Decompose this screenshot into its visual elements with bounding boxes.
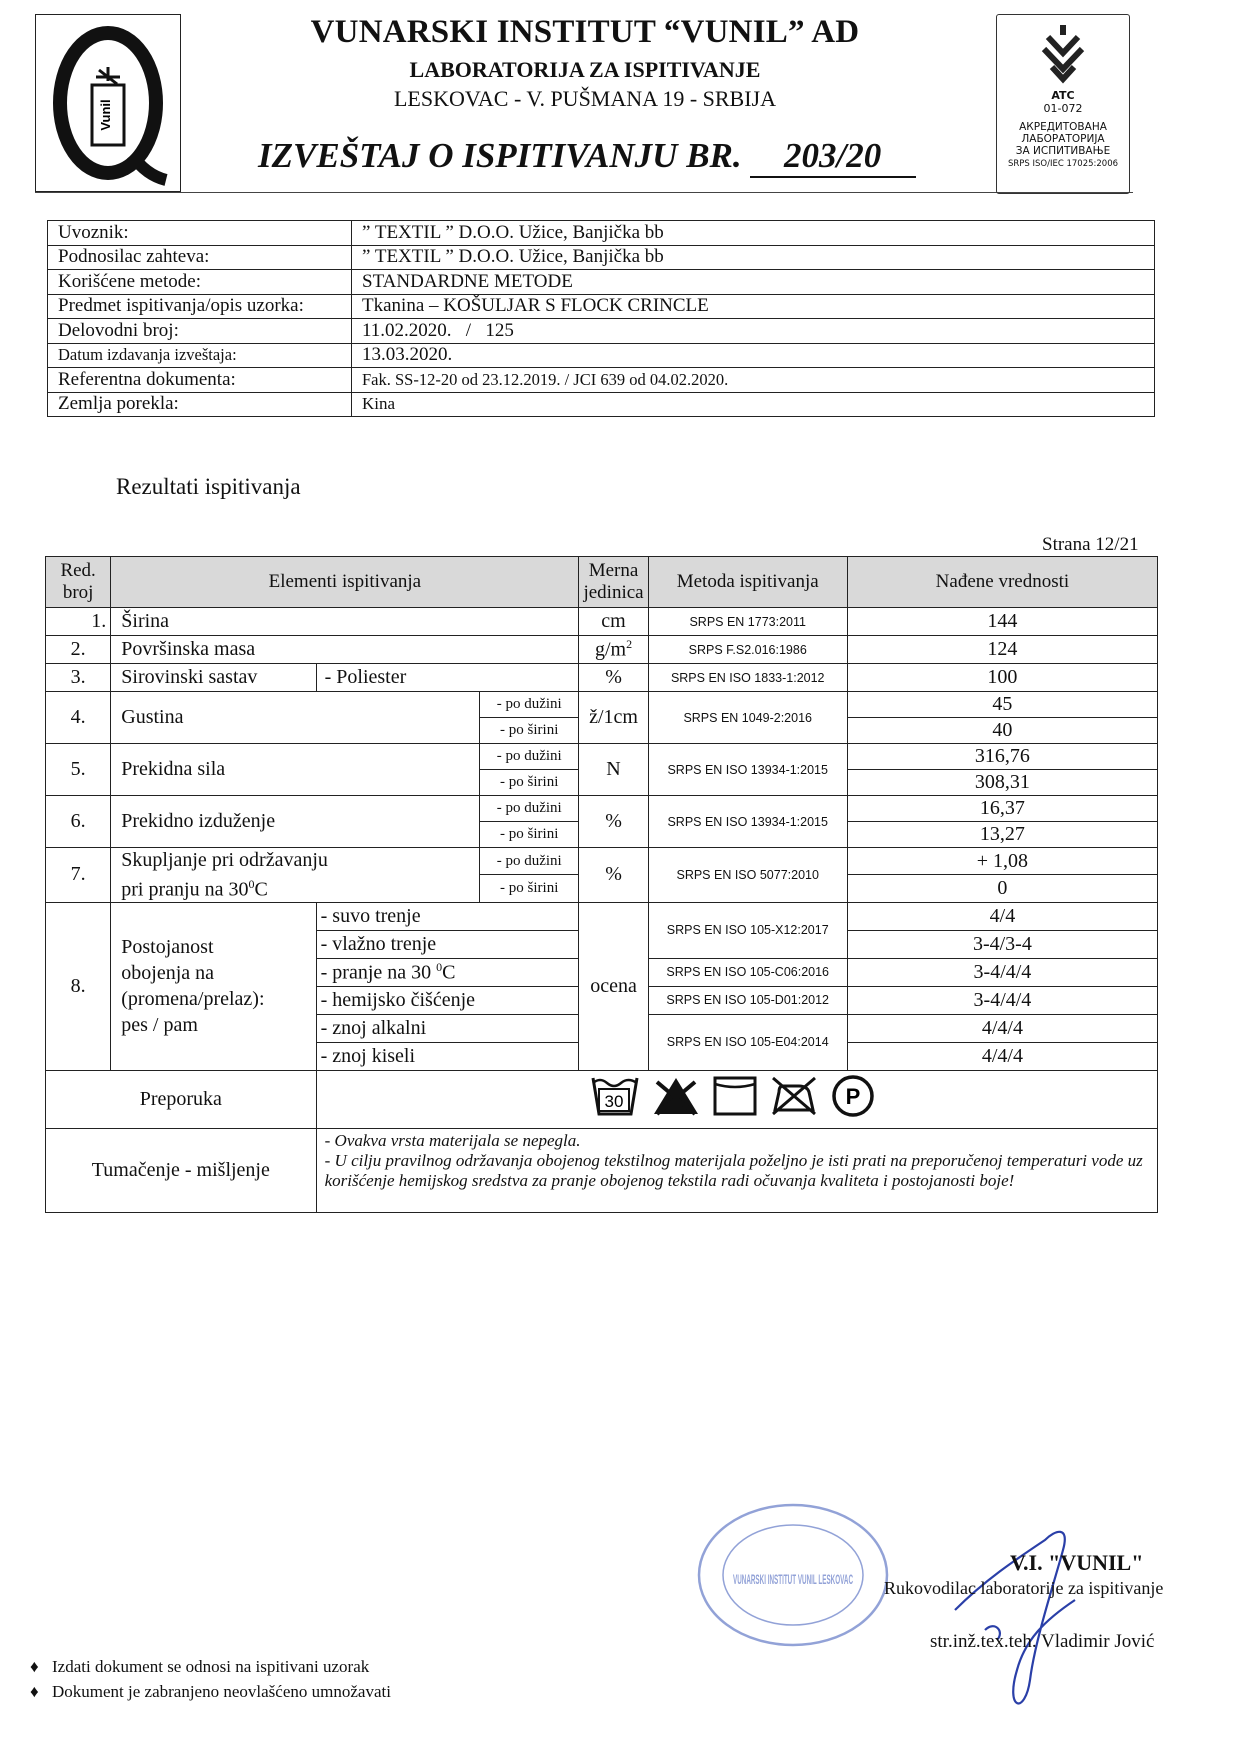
info-label: Korišćene metode: xyxy=(48,270,352,295)
row-element-line: Skupljanje pri održavanju xyxy=(121,849,328,871)
acc-line: АКРЕДИТОВАНА xyxy=(1019,121,1107,133)
lab-name: LABORATORIJA ZA ISPITIVANJE xyxy=(409,57,761,82)
svg-text:Vunil: Vunil xyxy=(98,99,113,131)
svg-text:P: P xyxy=(845,1084,860,1110)
row-element: Prekidno izduženje xyxy=(111,796,480,848)
row-element: Prekidna sila xyxy=(111,744,480,796)
row-no: 5. xyxy=(46,744,111,796)
atc-label: ATC xyxy=(1051,89,1075,102)
info-label: Datum izdavanja izveštaja: xyxy=(48,343,352,368)
info-label: Zemlja porekla: xyxy=(48,392,352,417)
col-header-unit: Merna jedinica xyxy=(579,557,648,608)
page-number: Strana 12/21 xyxy=(1042,534,1139,555)
care-symbols xyxy=(316,1070,1157,1128)
row-no: 3. xyxy=(46,664,111,692)
signatory-org: V.I. "VUNIL" xyxy=(1010,1550,1144,1575)
row-method: SRPS EN ISO 105-X12:2017 xyxy=(648,902,847,958)
row-method: SRPS EN ISO 105-C06:2016 xyxy=(648,958,847,986)
row-element-text: C xyxy=(254,878,268,901)
opinion-text xyxy=(316,1128,1157,1212)
row-subelement: - vlažno trenje xyxy=(316,930,579,958)
row-unit: cm xyxy=(579,608,648,636)
table-header-row xyxy=(46,557,1158,608)
row-value: 3-4/4/4 xyxy=(847,958,1157,986)
row-element-line: obojenja na xyxy=(121,962,215,985)
info-row xyxy=(48,294,1155,319)
row-value: 308,31 xyxy=(847,770,1157,796)
institute-name: VUNARSKI INSTITUT “VUNIL” AD xyxy=(310,14,860,50)
row-no: 6. xyxy=(46,796,111,848)
row-element xyxy=(111,848,480,903)
accreditation-text xyxy=(997,121,1129,157)
ats-mark-icon xyxy=(1038,23,1088,83)
svg-text:VUNARSKI INSTITUT VUNIL LESKOV: VUNARSKI INSTITUT VUNIL LESKOVAC xyxy=(733,1571,853,1587)
table-row xyxy=(46,744,1158,770)
row-value: 40 xyxy=(847,718,1157,744)
row-value: 4/4/4 xyxy=(847,1014,1157,1042)
info-row xyxy=(48,368,1155,393)
results-heading: Rezultati ispitivanja xyxy=(116,474,301,499)
row-unit: ocena xyxy=(579,902,648,1070)
table-row xyxy=(46,692,1158,718)
info-label: Delovodni broj: xyxy=(48,319,352,344)
table-row xyxy=(46,608,1158,636)
table-row xyxy=(46,636,1158,664)
accreditation-code: 01-072 xyxy=(1043,102,1083,115)
info-value: ” TEXTIL ” D.O.O. Užice, Banjička bb xyxy=(352,221,1155,246)
header-divider xyxy=(35,192,1133,193)
footer-note-text: Dokument je zabranjeno neovlašćeno umnožavati xyxy=(52,1682,391,1701)
col-header-no: Red. broj xyxy=(46,557,111,608)
row-unit: % xyxy=(579,848,648,903)
report-title xyxy=(258,136,916,178)
q-logo-icon xyxy=(36,15,179,190)
row-unit: ž/1cm xyxy=(579,692,648,744)
acc-line: ЗА ИСПИТИВАЊЕ xyxy=(1015,145,1111,157)
dry-clean-p-icon xyxy=(830,1074,876,1124)
row-unit: % xyxy=(579,664,648,692)
svg-text:30: 30 xyxy=(604,1092,624,1112)
opinion-row xyxy=(46,1128,1158,1212)
direction-length: - po dužini xyxy=(479,848,578,875)
row-subelement: - hemijsko čišćenje xyxy=(316,986,579,1014)
row-method: SRPS EN ISO 13934-1:2015 xyxy=(648,744,847,796)
row-subelement xyxy=(316,958,579,986)
row-subelement-text: C xyxy=(442,961,456,984)
row-no: 8. xyxy=(46,902,111,1070)
row-element: Gustina xyxy=(111,692,480,744)
row-element: Širina xyxy=(111,608,579,636)
acc-line: ЛАБОРАТОРИЈА xyxy=(1021,133,1105,145)
signatory-role: Rukovodilac laboratorije za ispitivanje xyxy=(884,1578,1164,1598)
row-method: SRPS F.S2.016:1986 xyxy=(648,636,847,664)
row-method: SRPS EN 1049-2:2016 xyxy=(648,692,847,744)
row-value: 100 xyxy=(847,664,1157,692)
row-no: 4. xyxy=(46,692,111,744)
recommendation-label: Preporuka xyxy=(46,1070,317,1128)
row-subelement: - znoj kiseli xyxy=(316,1042,579,1070)
row-unit: N xyxy=(579,744,648,796)
degree-sup: 0 xyxy=(248,877,255,891)
recommendation-row xyxy=(46,1070,1158,1128)
footer-note-text: Izdati dokument se odnosi na ispitivani uzorak xyxy=(52,1657,370,1676)
table-row xyxy=(46,664,1158,692)
unit-sup: 2 xyxy=(626,637,633,652)
direction-width: - po širini xyxy=(479,875,578,902)
row-value: 4/4 xyxy=(847,902,1157,930)
row-method: SRPS EN ISO 1833-1:2012 xyxy=(648,664,847,692)
col-header-method: Metoda ispitivanja xyxy=(648,557,847,608)
address: LESKOVAC - V. PUŠMANA 19 - SRBIJA xyxy=(393,86,777,111)
sample-info-table xyxy=(47,220,1155,417)
row-method: SRPS EN 1773:2011 xyxy=(648,608,847,636)
row-value: 16,37 xyxy=(847,796,1157,822)
row-element-line: Postojanost xyxy=(121,936,214,959)
signatory-name: str.inž.tex.teh. Vladimir Jović xyxy=(930,1631,1155,1652)
info-row xyxy=(48,221,1155,246)
direction-width: - po širini xyxy=(479,770,578,796)
row-method: SRPS EN ISO 13934-1:2015 xyxy=(648,796,847,848)
row-subelement-text: - pranje na 30 xyxy=(320,961,437,984)
no-iron-icon xyxy=(769,1074,819,1124)
opinion-line: - U cilju pravilnog održavanja obojenog tekstilnog materijala poželjno je isti prati na preporučenoj temperaturi vode uz korišćenje hemijskog sredstva za pranje obojenog tekstila radi očuvanja kvaliteta i postojanosti boje! xyxy=(324,1150,1143,1190)
info-value: Kina xyxy=(352,392,1155,417)
row-value: 3-4/3-4 xyxy=(847,930,1157,958)
info-row xyxy=(48,392,1155,417)
row-no: 7. xyxy=(46,848,111,903)
opinion-label: Tumačenje - mišljenje xyxy=(46,1128,317,1212)
table-row xyxy=(46,796,1158,822)
info-value: ” TEXTIL ” D.O.O. Užice, Banjička bb xyxy=(352,245,1155,270)
unit-text: g/m xyxy=(594,638,627,661)
row-no: 1. xyxy=(46,608,111,636)
table-row xyxy=(46,848,1158,875)
row-method: SRPS EN ISO 5077:2010 xyxy=(648,848,847,903)
col-header-element: Elementi ispitivanja xyxy=(111,557,579,608)
report-number: 203/20 xyxy=(750,136,916,178)
row-subelement: - suvo trenje xyxy=(316,902,579,930)
accreditation-badge xyxy=(996,14,1130,194)
info-value: Tkanina – KOŠULJAR S FLOCK CRINCLE xyxy=(352,294,1155,319)
row-element xyxy=(111,902,316,1070)
wash-30-icon xyxy=(590,1074,640,1124)
row-element-line: pes / pam xyxy=(121,1014,198,1037)
footer-note xyxy=(30,1657,369,1677)
row-value: 316,76 xyxy=(847,744,1157,770)
row-method: SRPS EN ISO 105-E04:2014 xyxy=(648,1014,847,1070)
direction-length: - po dužini xyxy=(479,744,578,770)
info-value: STANDARDNE METODE xyxy=(352,270,1155,295)
bullet-diamond-icon: ♦ xyxy=(30,1657,39,1676)
accreditation-standard: SRPS ISO/IEC 17025:2006 xyxy=(1007,159,1119,169)
info-value: 11.02.2020. / 125 xyxy=(352,319,1155,344)
row-element-line xyxy=(121,872,475,902)
info-label: Podnosilac zahteva: xyxy=(48,245,352,270)
direction-width: - po širini xyxy=(479,718,578,744)
row-value: 13,27 xyxy=(847,822,1157,848)
row-subelement: - Poliester xyxy=(316,664,579,692)
row-value: 0 xyxy=(847,875,1157,902)
info-row xyxy=(48,343,1155,368)
info-row xyxy=(48,245,1155,270)
info-label: Predmet ispitivanja/opis uzorka: xyxy=(48,294,352,319)
info-row xyxy=(48,319,1155,344)
table-row xyxy=(46,902,1158,930)
info-label: Uvoznik: xyxy=(48,221,352,246)
row-value: 124 xyxy=(847,636,1157,664)
row-value: + 1,08 xyxy=(847,848,1157,875)
info-label: Referentna dokumenta: xyxy=(48,368,352,393)
no-bleach-icon xyxy=(651,1074,701,1124)
direction-length: - po dužini xyxy=(479,796,578,822)
row-element-text: pri pranju na 30 xyxy=(121,878,249,901)
tumble-dry-icon xyxy=(712,1074,758,1124)
row-value: 3-4/4/4 xyxy=(847,986,1157,1014)
row-method: SRPS EN ISO 105-D01:2012 xyxy=(648,986,847,1014)
results-table xyxy=(45,556,1158,1213)
report-label: IZVEŠTAJ O ISPITIVANJU BR. xyxy=(258,136,742,175)
row-unit xyxy=(579,636,648,664)
row-value: 144 xyxy=(847,608,1157,636)
degree-sup: 0 xyxy=(436,959,443,974)
opinion-line: - Ovakva vrsta materijala se nepegla. xyxy=(324,1130,581,1150)
row-subelement: - znoj alkalni xyxy=(316,1014,579,1042)
institute-stamp xyxy=(694,1500,892,1650)
row-value: 4/4/4 xyxy=(847,1042,1157,1070)
info-value: 13.03.2020. xyxy=(352,343,1155,368)
row-element-line: (promena/prelaz): xyxy=(121,988,265,1011)
row-element: Površinska masa xyxy=(111,636,579,664)
institute-logo xyxy=(35,14,181,192)
row-unit: % xyxy=(579,796,648,848)
info-value: Fak. SS-12-20 od 23.12.2019. / JCI 639 od 04.02.2020. xyxy=(352,368,1155,393)
info-row xyxy=(48,270,1155,295)
footer-note xyxy=(30,1682,391,1702)
direction-length: - po dužini xyxy=(479,692,578,718)
row-no: 2. xyxy=(46,636,111,664)
bullet-diamond-icon: ♦ xyxy=(30,1682,39,1701)
direction-width: - po širini xyxy=(479,822,578,848)
row-value: 45 xyxy=(847,692,1157,718)
row-element: Sirovinski sastav xyxy=(111,664,316,692)
col-header-value: Nađene vrednosti xyxy=(847,557,1157,608)
